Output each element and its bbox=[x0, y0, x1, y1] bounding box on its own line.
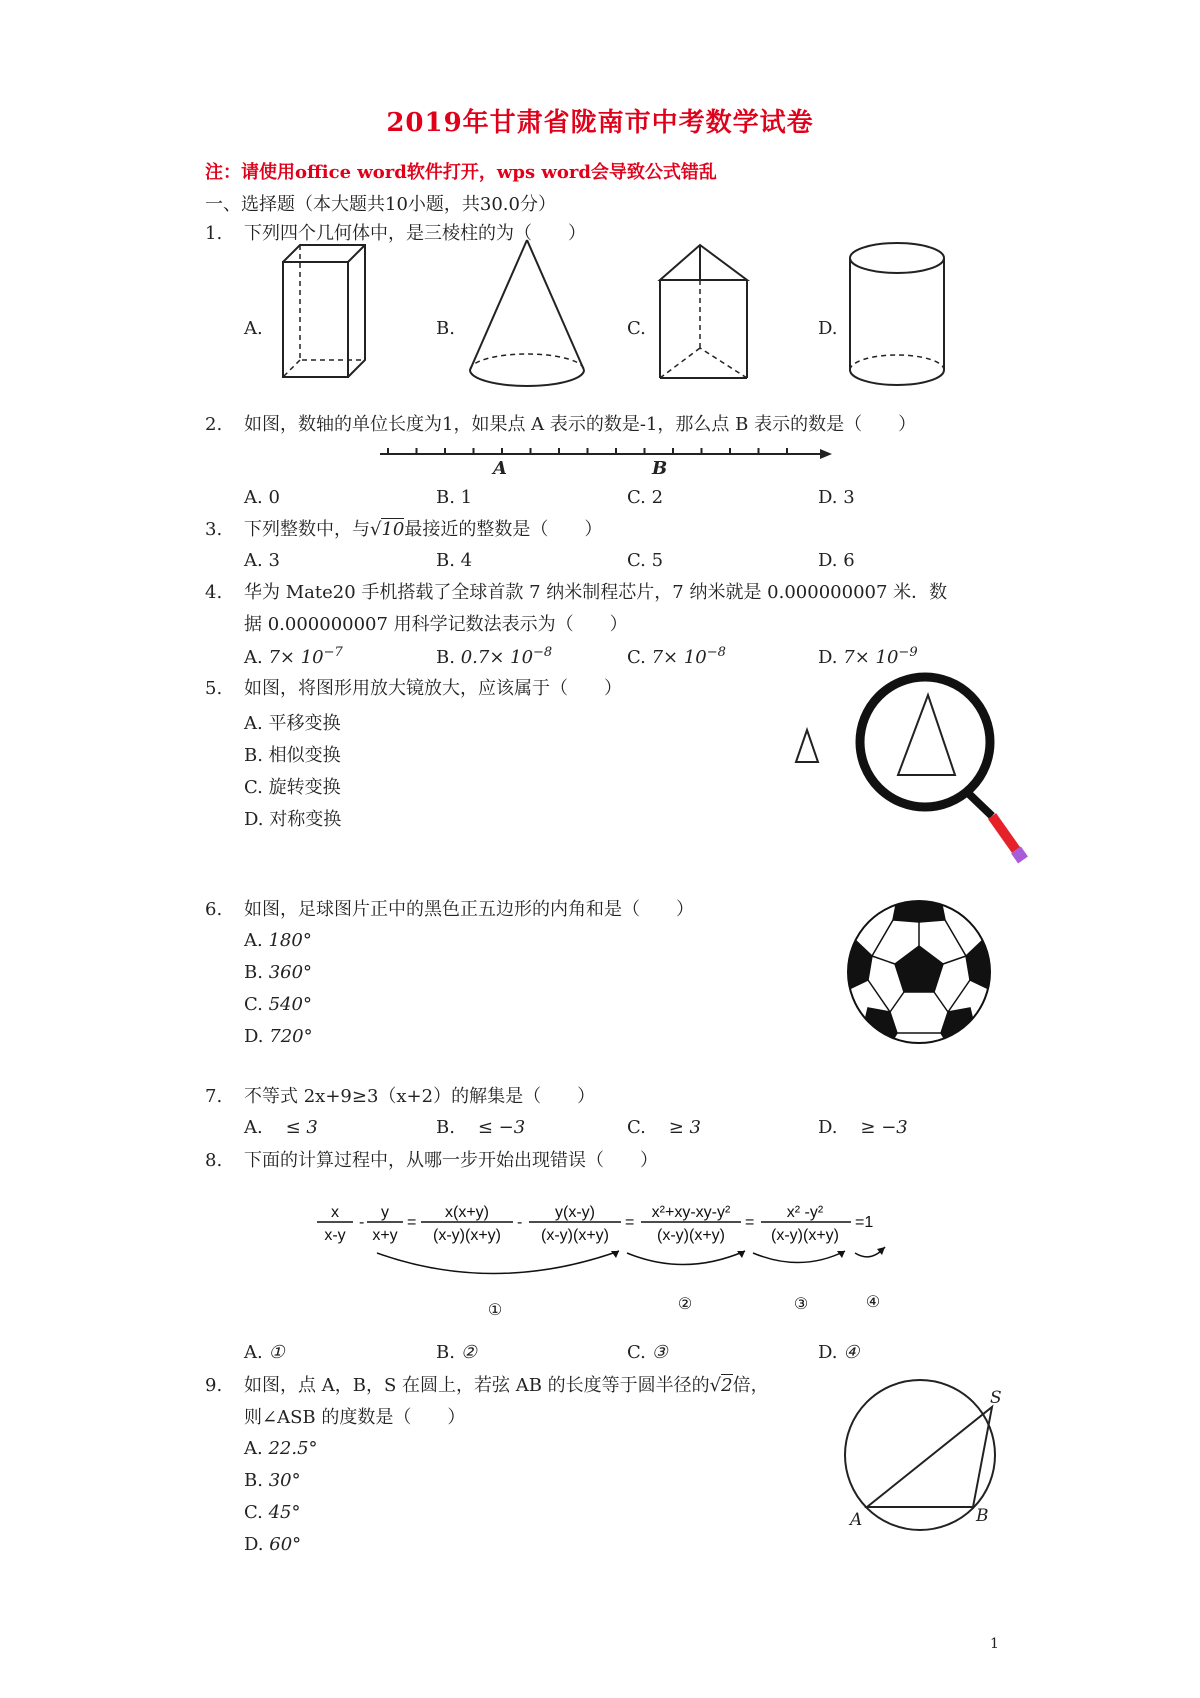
option-exponent: −8 bbox=[706, 645, 726, 660]
option-c bbox=[244, 994, 312, 1015]
option-d bbox=[244, 1534, 301, 1555]
question-text: 如图，足球图片正中的黑色正五边形的内角和是（ ） bbox=[244, 899, 694, 920]
option-value: ③ bbox=[651, 1342, 668, 1363]
option-exponent: −7 bbox=[323, 645, 343, 660]
option-value: ≤ 3 bbox=[285, 1117, 318, 1138]
option-c: C. 旋转变换 bbox=[244, 777, 341, 798]
option-label: C. bbox=[627, 1342, 646, 1363]
option-label: D. bbox=[818, 647, 838, 668]
step-2-label: ② bbox=[677, 1296, 693, 1313]
option-value: 0.7× 10 bbox=[460, 647, 534, 668]
page-number: 1 bbox=[990, 1636, 999, 1652]
option-d: D. 3 bbox=[818, 487, 855, 508]
option-label: B. bbox=[436, 647, 455, 668]
option-label: A. bbox=[244, 647, 263, 668]
option-a: A. 平移变换 bbox=[244, 713, 341, 734]
radicand: 10 bbox=[381, 519, 405, 540]
option-value: 45° bbox=[268, 1502, 301, 1523]
question-text-line2: 据 0.000000007 用科学记数法表示为（ ） bbox=[244, 614, 628, 635]
option-label: A. bbox=[244, 930, 263, 951]
option-d: D. 对称变换 bbox=[244, 809, 342, 830]
svg-text:x²+xy-xy-y²: x²+xy-xy-y² bbox=[651, 1204, 731, 1221]
option-d bbox=[818, 645, 918, 668]
point-b-label: B bbox=[976, 1506, 989, 1526]
svg-text:x: x bbox=[331, 1204, 339, 1221]
triangular-prism-figure bbox=[655, 240, 755, 390]
option-label: B. bbox=[436, 1342, 455, 1363]
question-number: 9. bbox=[205, 1375, 223, 1396]
question-number: 7. bbox=[205, 1086, 223, 1107]
question-text-pre: 下列整数中，与 bbox=[244, 519, 370, 540]
option-value: ≥ 3 bbox=[668, 1117, 702, 1138]
svg-text:x-y: x-y bbox=[324, 1227, 346, 1244]
option-d bbox=[818, 1117, 908, 1138]
option-d: D. 6 bbox=[818, 550, 855, 571]
svg-text:=1: =1 bbox=[855, 1214, 874, 1231]
cone-figure bbox=[465, 235, 595, 395]
question-text-post: 倍， bbox=[732, 1375, 769, 1396]
option-label: A. bbox=[244, 1117, 263, 1138]
option-label: D. bbox=[818, 1117, 838, 1138]
circle-figure bbox=[840, 1375, 1010, 1535]
option-value: ≤ −3 bbox=[477, 1117, 526, 1138]
option-value: 360° bbox=[268, 962, 313, 983]
option-b bbox=[436, 645, 552, 668]
svg-text:x² -y²: x² -y² bbox=[786, 1204, 824, 1221]
question-text: 下面的计算过程中，从哪一步开始出现错误（ ） bbox=[244, 1150, 658, 1171]
option-c bbox=[627, 645, 726, 668]
option-label: C. bbox=[244, 1502, 263, 1523]
option-b bbox=[436, 1342, 477, 1363]
question-text-pre: 如图，点 A，B，S 在圆上，若弦 AB 的长度等于圆半径的 bbox=[244, 1375, 710, 1396]
sqrt-symbol: √ bbox=[370, 519, 382, 540]
option-value: 22.5° bbox=[268, 1438, 318, 1459]
svg-text:x+y: x+y bbox=[372, 1227, 398, 1244]
option-value: 540° bbox=[268, 994, 312, 1015]
option-c bbox=[244, 1502, 301, 1523]
question-number: 5. bbox=[205, 678, 223, 699]
cuboid-figure bbox=[275, 240, 375, 390]
option-d bbox=[244, 1026, 313, 1047]
option-a-label: A. bbox=[244, 318, 263, 339]
point-s-label: S bbox=[990, 1388, 1002, 1408]
number-line-figure bbox=[380, 440, 830, 490]
question-number: 4. bbox=[205, 582, 223, 603]
option-a bbox=[244, 1117, 318, 1138]
svg-text:x(x+y): x(x+y) bbox=[445, 1204, 489, 1221]
option-b: B. 4 bbox=[436, 550, 473, 571]
step-4-label: ④ bbox=[865, 1294, 881, 1311]
option-label: A. bbox=[244, 1438, 263, 1459]
option-value: 7× 10 bbox=[268, 647, 324, 668]
option-a bbox=[244, 1342, 285, 1363]
option-label: D. bbox=[244, 1534, 264, 1555]
sqrt-symbol: √ bbox=[709, 1375, 722, 1396]
option-value: 60° bbox=[269, 1534, 302, 1555]
option-c: C. 2 bbox=[627, 487, 664, 508]
calculation-figure bbox=[315, 1195, 895, 1325]
svg-text:(x-y)(x+y): (x-y)(x+y) bbox=[657, 1227, 725, 1244]
svg-text:y: y bbox=[381, 1204, 389, 1221]
option-a bbox=[244, 930, 312, 951]
option-label: D. bbox=[818, 1342, 838, 1363]
step-3-label: ③ bbox=[793, 1296, 809, 1313]
option-label: C. bbox=[627, 1117, 646, 1138]
option-d bbox=[818, 1342, 859, 1363]
question-text-post: 最接近的整数是（ ） bbox=[404, 519, 603, 540]
svg-text:y(x-y): y(x-y) bbox=[555, 1204, 595, 1221]
question-text: 如图，数轴的单位长度为1，如果点 A 表示的数是-1，那么点 B 表示的数是（ ） bbox=[244, 414, 917, 435]
option-a bbox=[244, 1438, 318, 1459]
question-text-line1 bbox=[244, 1374, 769, 1398]
magnifier-figure bbox=[780, 680, 1010, 880]
section-heading: 一、选择题（本大题共10小题，共30.0分） bbox=[205, 194, 556, 215]
svg-text:(x-y)(x+y): (x-y)(x+y) bbox=[433, 1227, 501, 1244]
option-value: 7× 10 bbox=[843, 647, 899, 668]
option-value: 30° bbox=[268, 1470, 301, 1491]
option-exponent: −9 bbox=[898, 645, 918, 660]
question-text bbox=[244, 518, 602, 542]
question-number: 6. bbox=[205, 899, 223, 920]
question-number: 8. bbox=[205, 1150, 223, 1171]
question-number: 2. bbox=[205, 414, 223, 435]
question-text: 下列四个几何体中，是三棱柱的为（ ） bbox=[244, 223, 586, 244]
option-b: B. 1 bbox=[436, 487, 473, 508]
option-value: 720° bbox=[269, 1026, 313, 1047]
svg-text:=: = bbox=[407, 1214, 417, 1231]
option-d-label: D. bbox=[818, 318, 838, 339]
option-value: ≥ −3 bbox=[860, 1117, 908, 1138]
option-b-label: B. bbox=[436, 318, 455, 339]
option-label: B. bbox=[436, 1117, 455, 1138]
svg-text:=: = bbox=[625, 1214, 635, 1231]
point-a-label: A bbox=[493, 458, 507, 479]
option-label: A. bbox=[244, 1342, 263, 1363]
option-b bbox=[436, 1117, 525, 1138]
option-c: C. 5 bbox=[627, 550, 664, 571]
option-label: D. bbox=[244, 1026, 264, 1047]
svg-text:-: - bbox=[517, 1214, 523, 1231]
option-label: C. bbox=[627, 647, 646, 668]
option-a: A. 3 bbox=[244, 550, 280, 571]
svg-text:=: = bbox=[745, 1214, 755, 1231]
note-text: 注：请使用office word软件打开，wps word会导致公式错乱 bbox=[205, 162, 717, 183]
radicand: 2 bbox=[721, 1375, 733, 1396]
option-c bbox=[627, 1117, 701, 1138]
svg-text:(x-y)(x+y): (x-y)(x+y) bbox=[541, 1227, 609, 1244]
option-value: 7× 10 bbox=[651, 647, 707, 668]
option-value: ④ bbox=[843, 1342, 860, 1363]
option-c bbox=[627, 1342, 668, 1363]
step-1-label: ① bbox=[487, 1302, 503, 1319]
svg-text:(x-y)(x+y): (x-y)(x+y) bbox=[771, 1227, 839, 1244]
option-label: C. bbox=[244, 994, 263, 1015]
question-text-line1: 华为 Mate20 手机搭载了全球首款 7 纳米制程芯片，7 纳米就是 0.000000007 米．数 bbox=[244, 582, 948, 603]
question-text: 不等式 2x+9≥3（x+2）的解集是（ ） bbox=[244, 1086, 596, 1107]
svg-text:-: - bbox=[359, 1214, 365, 1231]
question-number: 3. bbox=[205, 519, 223, 540]
question-text-line2: 则∠ASB 的度数是（ ） bbox=[244, 1407, 466, 1428]
option-value: ① bbox=[268, 1342, 285, 1363]
point-b-label: B bbox=[652, 458, 668, 479]
option-a: A. 0 bbox=[244, 487, 280, 508]
option-value: ② bbox=[460, 1342, 477, 1363]
option-value: 180° bbox=[268, 930, 312, 951]
option-b: B. 相似变换 bbox=[244, 745, 341, 766]
question-number: 1. bbox=[205, 223, 223, 244]
option-label: B. bbox=[244, 1470, 263, 1491]
option-b bbox=[244, 1470, 301, 1491]
question-text: 如图，将图形用放大镜放大，应该属于（ ） bbox=[244, 678, 622, 699]
point-a-label: A bbox=[850, 1510, 863, 1530]
option-b bbox=[244, 962, 312, 983]
cylinder-figure bbox=[845, 238, 955, 393]
option-exponent: −8 bbox=[533, 645, 553, 660]
soccer-ball-figure bbox=[845, 898, 995, 1048]
option-a bbox=[244, 645, 343, 668]
option-c-label: C. bbox=[627, 318, 646, 339]
option-label: B. bbox=[244, 962, 263, 983]
page-title: 2019年甘肃省陇南市中考数学试卷 bbox=[386, 108, 814, 138]
